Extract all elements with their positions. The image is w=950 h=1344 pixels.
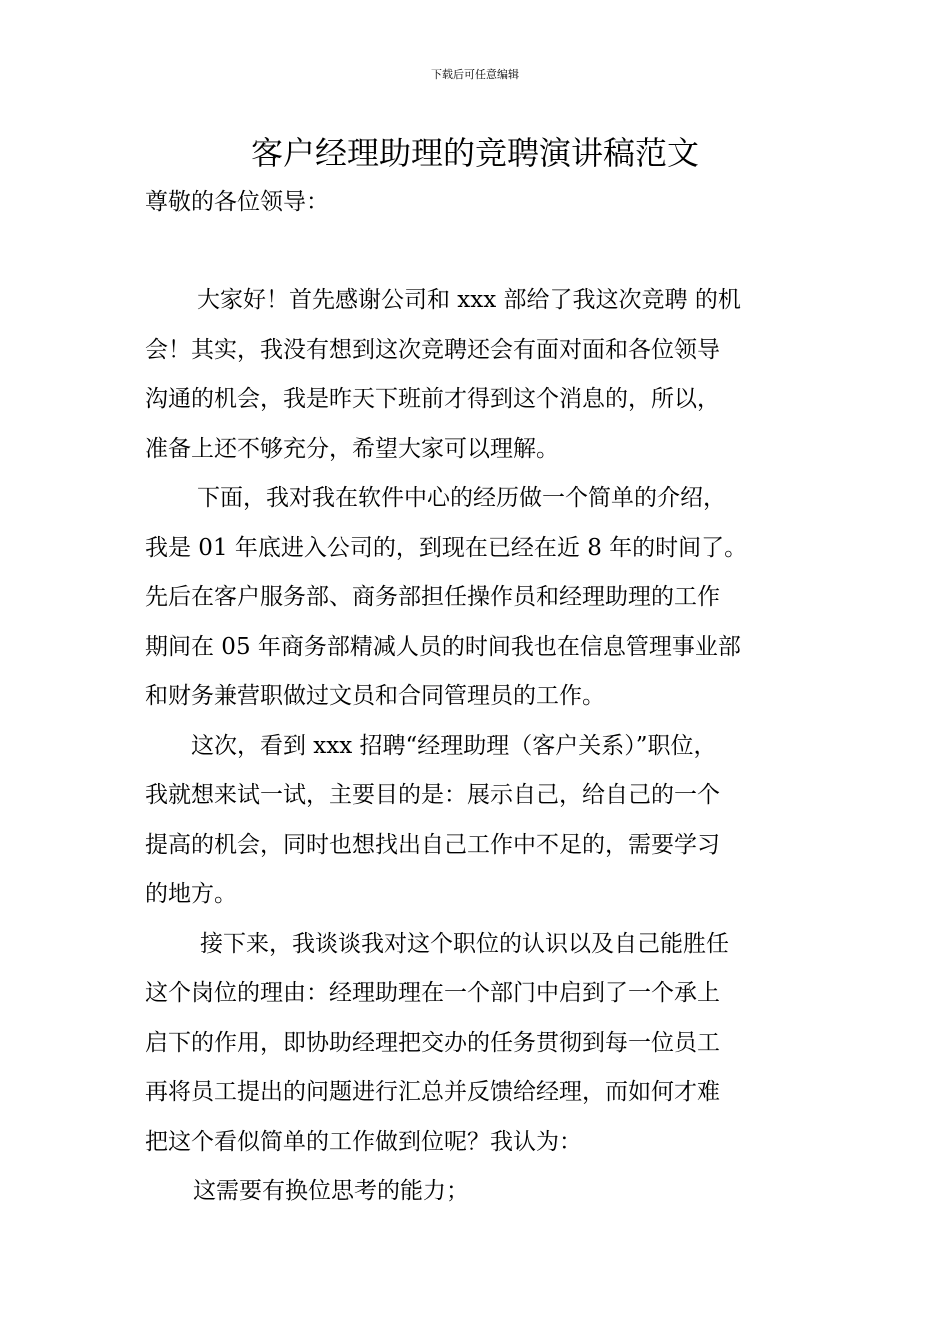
document-title: 客户经理助理的竞聘演讲稿范文 [250, 134, 699, 172]
paragraph-line: 大家好！首先感谢公司和 xxx 部给了我这次竞聘 的机 [197, 287, 741, 313]
paragraph-line: 提高的机会，同时也想找出自己工作中不足的，需要学习 [145, 831, 720, 858]
paragraph-line: 准备上还不够充分，希望大家可以理解。 [145, 435, 559, 462]
paragraph-line: 启下的作用，即协助经理把交办的任务贯彻到每一位员工 [145, 1029, 720, 1056]
header-note: 下载后可任意编辑 [431, 68, 519, 81]
paragraph-line: 会！其实，我没有想到这次竞聘还会有面对面和各位领导 [145, 336, 720, 363]
paragraph-line: 我是 01 年底进入公司的，到现在已经在近 8 年的时间了。 [145, 534, 748, 561]
paragraph-line: 这需要有换位思考的能力； [193, 1178, 469, 1204]
paragraph-line: 下面，我对我在软件中心的经历做一个简单的介绍， [197, 485, 726, 511]
paragraph-line: 接下来，我谈谈我对这个职位的认识以及自己能胜任 [200, 930, 729, 957]
paragraph-line: 这个岗位的理由：经理助理在一个部门中启到了一个承上 [145, 980, 720, 1006]
paragraph-4 [145, 920, 807, 1168]
paragraph-line: 期间在 05 年商务部精减人员的时间我也在信息管理事业部 [145, 633, 741, 660]
paragraph-line: 我就想来试一试，主要目的是：展示自己，给自己的一个 [145, 782, 720, 808]
salutation: 尊敬的各位领导： [145, 189, 329, 215]
paragraph-5 [145, 1167, 807, 1217]
paragraph-line: 沟通的机会，我是昨天下班前才得到这个消息的，所以， [145, 386, 720, 412]
paragraph-line: 这次，看到 xxx 招聘“经理助理（客户关系）”职位， [191, 732, 717, 759]
document-body [145, 276, 807, 1217]
paragraph-line: 把这个看似简单的工作做到位呢？我认为： [145, 1128, 582, 1155]
paragraph-line: 先后在客户服务部、商务部担任操作员和经理助理的工作 [145, 584, 720, 610]
paragraph-line: 再将员工提出的问题进行汇总并反馈给经理，而如何才难 [145, 1079, 720, 1105]
paragraph-1 [145, 276, 807, 474]
paragraph-line: 的地方。 [145, 881, 237, 907]
paragraph-line: 和财务兼营职做过文员和合同管理员的工作。 [145, 683, 605, 709]
paragraph-3 [145, 722, 807, 920]
paragraph-2 [145, 474, 807, 722]
